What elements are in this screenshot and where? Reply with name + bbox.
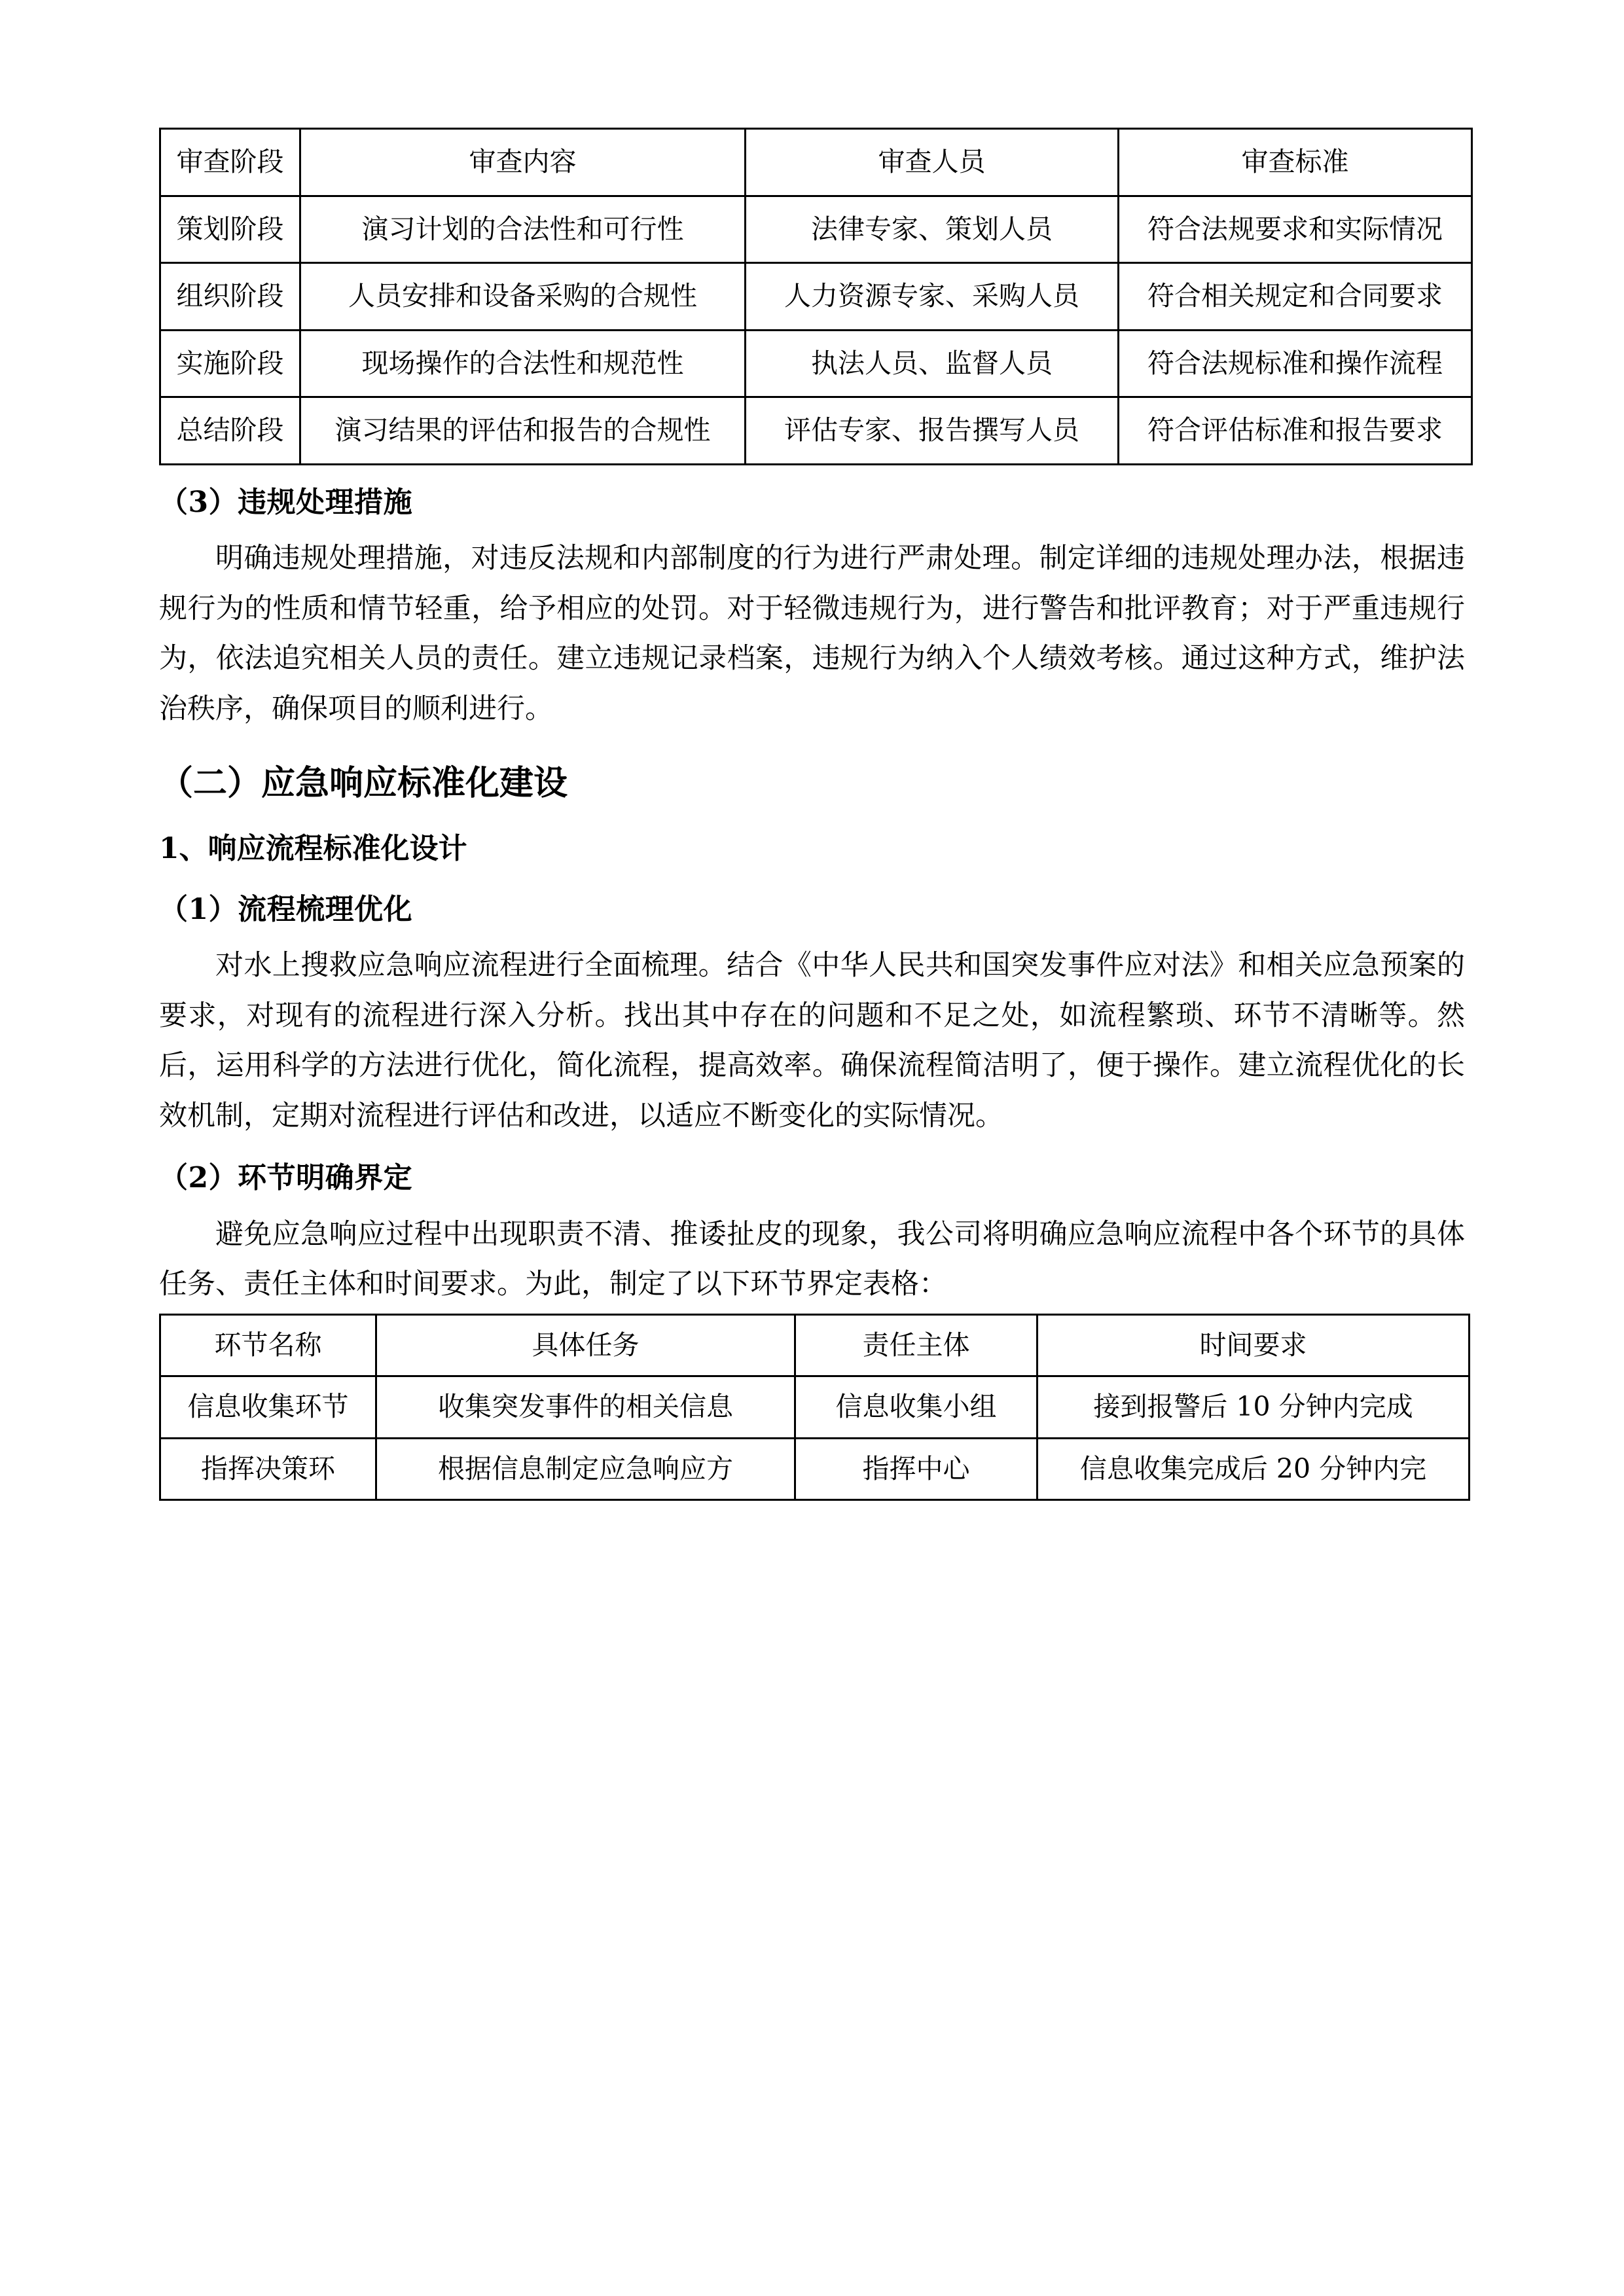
heading-section-emergency-standardization: （二）应急响应标准化建设 [159, 763, 568, 804]
table-row [160, 1438, 1470, 1500]
table-cell: 信息收集小组 [795, 1376, 1038, 1439]
table-cell: 策划阶段 [160, 196, 300, 263]
table-row [160, 397, 1472, 465]
table-cell: 信息收集环节 [160, 1376, 376, 1439]
table-header-cell: 时间要求 [1038, 1314, 1470, 1376]
table-cell: 总结阶段 [160, 397, 300, 465]
table-cell: 指挥决策环 [160, 1438, 376, 1500]
table-header-cell: 具体任务 [376, 1314, 795, 1376]
table-cell: 收集突发事件的相关信息 [376, 1376, 795, 1439]
table-cell: 人员安排和设备采购的合规性 [300, 263, 746, 331]
heading-process-optimization: （1）流程梳理优化 [159, 892, 413, 926]
table-cell: 评估专家、报告撰写人员 [746, 397, 1119, 465]
link-definition-table [159, 1314, 1470, 1501]
heading-link-definition: （2）环节明确界定 [159, 1161, 413, 1195]
table-cell: 符合法规要求和实际情况 [1119, 196, 1472, 263]
table-row [160, 330, 1472, 397]
table-row [160, 263, 1472, 331]
table-cell: 符合相关规定和合同要求 [1119, 263, 1472, 331]
table-header-cell: 审查人员 [746, 129, 1119, 196]
heading-response-process-design: 1、响应流程标准化设计 [159, 832, 467, 866]
table-cell: 符合法规标准和操作流程 [1119, 330, 1472, 397]
table-cell: 演习结果的评估和报告的合规性 [300, 397, 746, 465]
table-row [160, 1314, 1470, 1376]
paragraph-process-optimization: 对水上搜救应急响应流程进行全面梳理。结合《中华人民共和国突发事件应对法》和相关应急预案的要求，对现有的流程进行深入分析。找出其中存在的问题和不足之处，如流程繁琐、环节不清晰等。然后，运用科学的方法进行优化，简化流程，提高效率。确保流程简洁明了，便于操作。建立流程优化的长效机制，定期对流程进行评估和改进，以适应不断变化的实际情况。 [159, 949, 1465, 1132]
table-cell: 信息收集完成后 20 分钟内完 [1038, 1438, 1470, 1500]
review-stage-table [159, 128, 1473, 465]
table-header-cell: 审查阶段 [160, 129, 300, 196]
table-header-cell: 环节名称 [160, 1314, 376, 1376]
heading-violation-measures: （3）违规处理措施 [159, 485, 413, 519]
paragraph-violation-measures: 明确违规处理措施，对违反法规和内部制度的行为进行严肃处理。制定详细的违规处理办法，根据违规行为的性质和情节轻重，给予相应的处罚。对于轻微违规行为，进行警告和批评教育；对于严重违规行为，依法追究相关人员的责任。建立违规记录档案，违规行为纳入个人绩效考核。通过这种方式，维护法治秩序，确保项目的顺利进行。 [159, 542, 1465, 725]
table-header-cell: 审查内容 [300, 129, 746, 196]
table-cell: 现场操作的合法性和规范性 [300, 330, 746, 397]
table-cell: 组织阶段 [160, 263, 300, 331]
table-cell: 人力资源专家、采购人员 [746, 263, 1119, 331]
paragraph-link-definition: 避免应急响应过程中出现职责不清、推诿扯皮的现象，我公司将明确应急响应流程中各个环节的具体任务、责任主体和时间要求。为此，制定了以下环节界定表格： [159, 1217, 1465, 1301]
table-row [160, 129, 1472, 196]
table-row [160, 1376, 1470, 1439]
table-cell: 演习计划的合法性和可行性 [300, 196, 746, 263]
table-cell: 执法人员、监督人员 [746, 330, 1119, 397]
table-cell: 指挥中心 [795, 1438, 1038, 1500]
table-header-cell: 审查标准 [1119, 129, 1472, 196]
table-header-cell: 责任主体 [795, 1314, 1038, 1376]
table-row [160, 196, 1472, 263]
table-cell: 实施阶段 [160, 330, 300, 397]
table-cell: 符合评估标准和报告要求 [1119, 397, 1472, 465]
table-cell: 法律专家、策划人员 [746, 196, 1119, 263]
table-cell: 接到报警后 10 分钟内完成 [1038, 1376, 1470, 1439]
table-cell: 根据信息制定应急响应方 [376, 1438, 795, 1500]
